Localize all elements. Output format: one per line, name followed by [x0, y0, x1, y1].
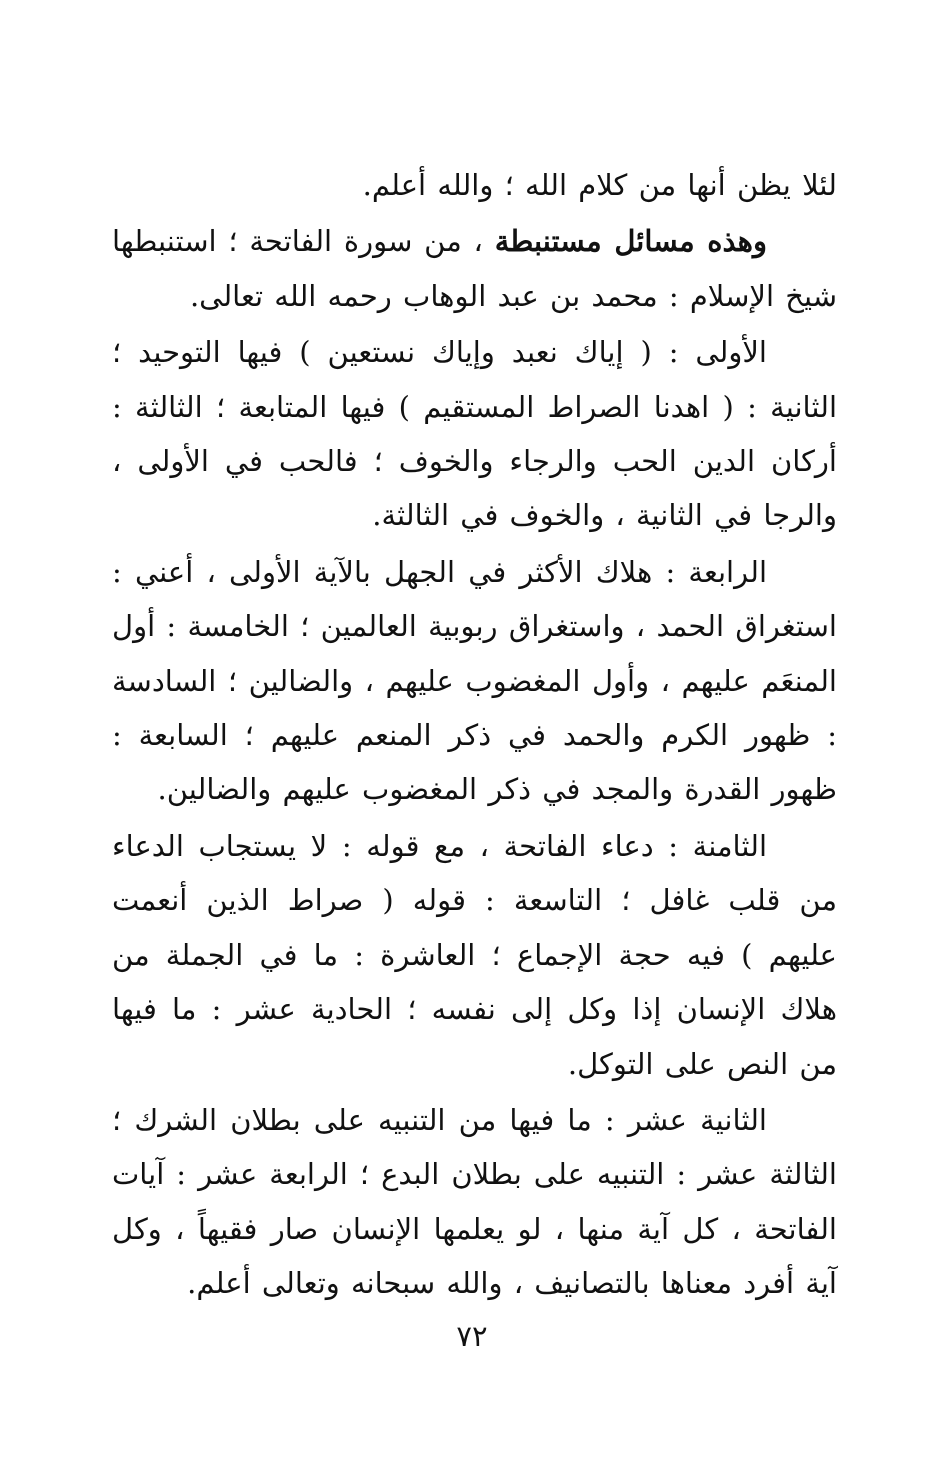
- paragraph-4: [112, 545, 837, 817]
- paragraph-5: [112, 819, 837, 1091]
- paragraph-3: [112, 325, 837, 543]
- paragraph-3-text: الأولى : ( إياك نعبد وإياك نستعين ) فيها التوحيد ؛ الثانية : ( اهدنا الصراط المستقيم ) فيها المتابعة ؛ الثالثة : أركان الدين الحب والرجاء والخوف ؛ فالحب في الأولى ، والرجا في الثانية ، والخوف في الثالثة.: [112, 335, 837, 533]
- paragraph-4-text: الرابعة : هلاك الأكثر في الجهل بالآية الأولى ، أعني : استغراق الحمد ، واستغراق ربوبية العالمين ؛ الخامسة : أول المنعَم عليهم ، وأول المغضوب عليهم ، والضالين ؛ السادسة : ظهور الكرم والحمد في ذكر المنعم عليهم ؛ السابعة : ظهور القدرة والمجد في ذكر المغضوب عليهم والضالين.: [112, 554, 837, 807]
- page-number: ٧٢: [456, 1319, 488, 1353]
- page-body: [112, 158, 837, 1313]
- paragraph-5-text: الثامنة : دعاء الفاتحة ، مع قوله : لا يستجاب الدعاء من قلب غافل ؛ التاسعة : قوله ( صراط الذين أنعمت عليهم ) فيه حجة الإجماع ؛ العاشرة : ما في الجملة من هلاك الإنسان إذا وكل إلى نفسه ؛ الحادية عشر : ما فيها من النص على التوكل.: [112, 828, 837, 1081]
- paragraph-2-heading: وهذه مسائل مستنبطة: [494, 224, 767, 259]
- paragraph-1-text: لئلا يظن أنها من كلام الله ؛ والله أعلم.: [362, 168, 837, 202]
- paragraph-2: [112, 214, 837, 323]
- paragraph-2-text: ، من سورة الفاتحة ؛ استنبطها شيخ الإسلام : محمد بن عبد الوهاب رحمه الله تعالى.: [112, 224, 837, 313]
- paragraph-6-text: الثانية عشر : ما فيها من التنبيه على بطلان الشرك ؛ الثالثة عشر : التنبيه على بطلان البدع ؛ الرابعة عشر : آيات الفاتحة ، كل آية منها ، لو يعلمها الإنسان صار فقيهاً ، وكل آية أفرد معناها بالتصانيف ، والله سبحانه وتعالى أعلم.: [112, 1102, 837, 1301]
- paragraph-6: [112, 1093, 837, 1311]
- paragraph-1: [112, 158, 837, 212]
